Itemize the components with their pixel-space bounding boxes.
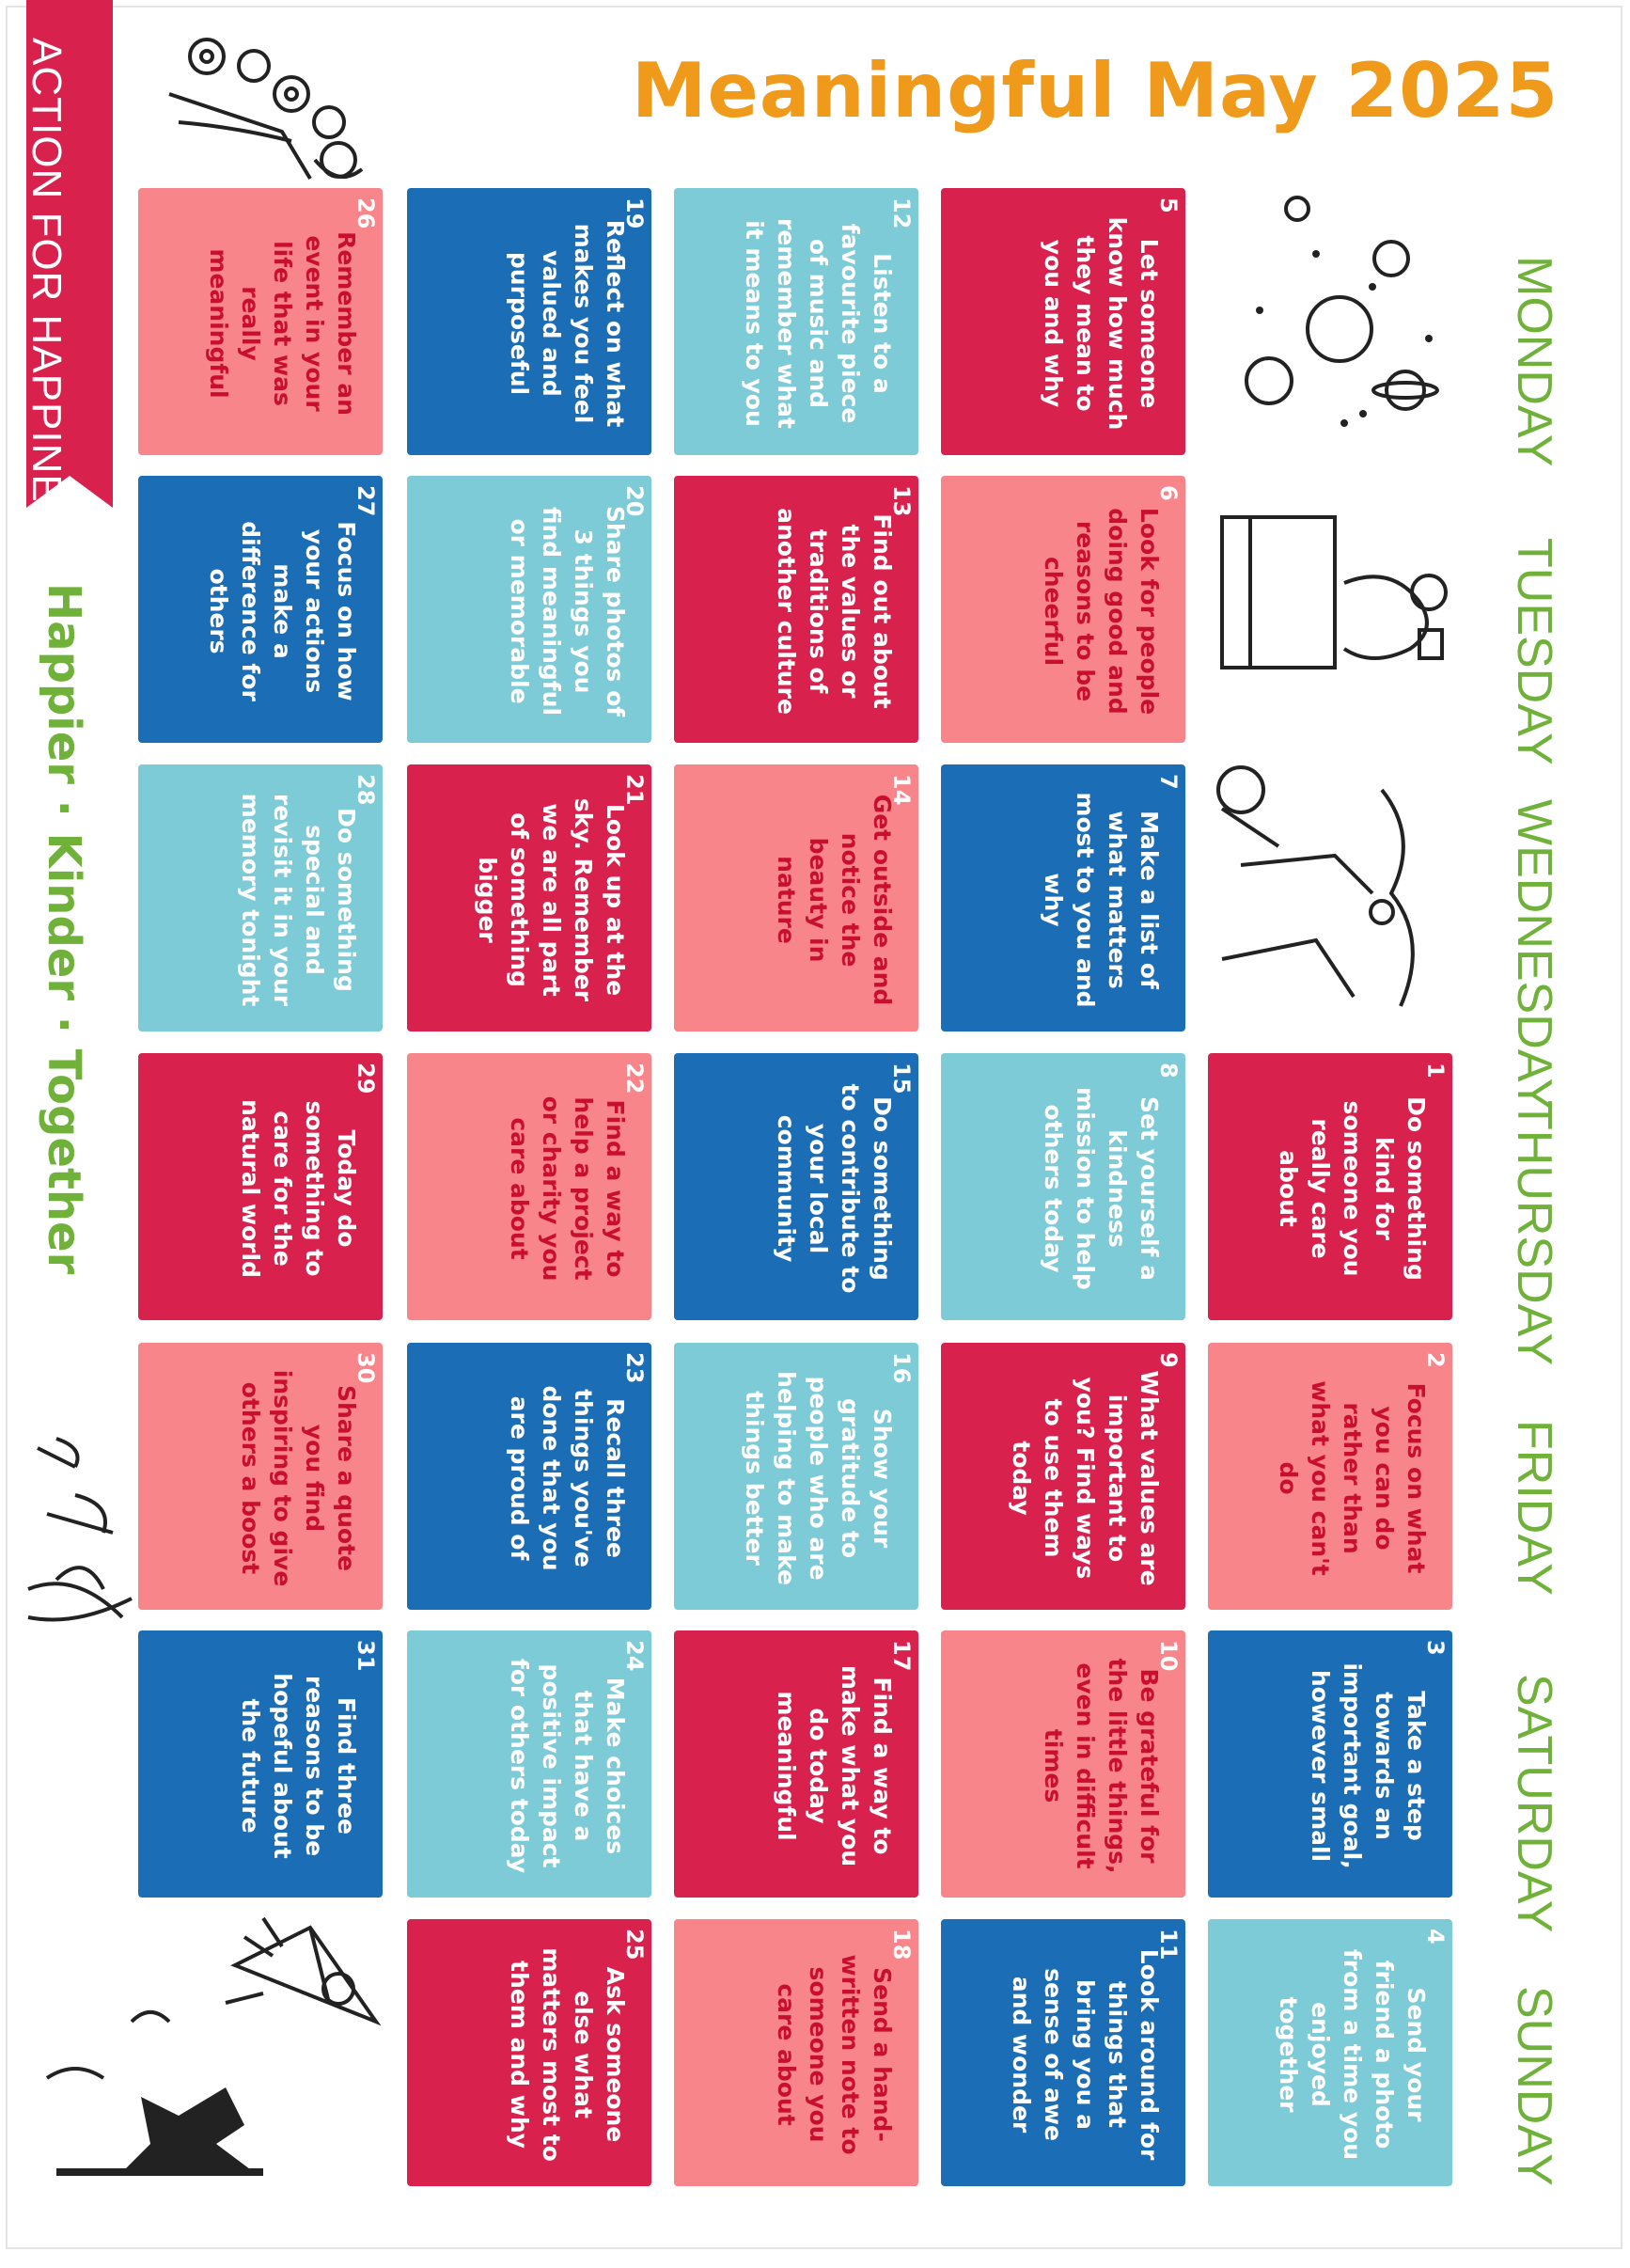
day-tile [407, 1343, 651, 1610]
day-activity-text: Show your gratitude to people who are helping to make things better [741, 1371, 896, 1585]
day-number: 20 [621, 485, 648, 517]
day-number: 2 [1422, 1352, 1449, 1368]
day-number: 5 [1155, 197, 1182, 213]
day-tile [407, 476, 651, 743]
day-tile [138, 1630, 383, 1898]
day-number: 4 [1422, 1929, 1449, 1945]
day-label-friday: FRIDAY [1507, 1420, 1561, 1596]
day-activity-text: Do something kind for someone you really care about [1275, 1096, 1430, 1281]
day-activity-text: Reflect on what makes you feel valued and purposeful [506, 219, 629, 428]
day-number: 1 [1422, 1063, 1449, 1079]
flowers-bouquet-icon [150, 19, 376, 197]
day-tile [941, 764, 1185, 1032]
day-activity-text: Make choices that have a positive impact for others today [506, 1658, 629, 1874]
day-number: 22 [621, 1063, 648, 1095]
day-number: 3 [1422, 1640, 1449, 1656]
piano-player-icon [1213, 489, 1466, 715]
day-activity-text: Find out about the values or traditions of another culture [773, 508, 896, 715]
day-activity-text: Focus on what you can do rather than what you can't do [1275, 1380, 1430, 1576]
day-activity-text: Send your friend a photo from a time you enjoyed together [1275, 1948, 1430, 2161]
day-tile [407, 1919, 651, 2186]
day-label-monday: MONDAY [1507, 256, 1561, 467]
day-tile [674, 1630, 918, 1898]
day-activity-text: Today do something to care for the natural world [237, 1099, 360, 1278]
day-activity-text: Find a way to help a project or charity you care about [506, 1095, 629, 1282]
day-number: 29 [353, 1063, 379, 1095]
day-activity-text: What values are important to you? Find ways to use them today [1008, 1370, 1163, 1586]
day-tile [407, 1630, 651, 1898]
day-tile [941, 1630, 1185, 1898]
day-tile [1208, 1343, 1452, 1610]
day-tile [138, 764, 383, 1032]
day-number: 21 [621, 774, 648, 806]
day-number: 12 [888, 197, 915, 229]
day-number: 10 [1155, 1640, 1182, 1672]
day-activity-text: Look around for things that bring you a sense of awe and wonder [1008, 1948, 1163, 2161]
day-activity-text: Ask someone else what matters most to them and why [506, 1947, 629, 2162]
day-number: 13 [888, 485, 915, 517]
day-tile [674, 1919, 918, 2186]
day-number: 27 [353, 485, 379, 517]
day-activity-text: Set yourself a kindness mission to help others today [1040, 1087, 1163, 1290]
day-tile [1208, 1919, 1452, 2186]
tagline: Happier · Kinder · Together [38, 583, 90, 1275]
day-activity-text: Send a hand-written note to someone you care about [773, 1954, 896, 2155]
day-activity-text: Share photos of 3 things you find meaningful or memorable [506, 505, 629, 717]
day-number: 26 [353, 197, 379, 229]
day-tile [941, 1343, 1185, 1610]
day-number: 19 [621, 197, 648, 229]
day-activity-text: Look for people doing good and reasons to be cheerful [1040, 507, 1163, 716]
day-tile [674, 1343, 918, 1610]
day-number: 18 [888, 1929, 915, 1961]
day-number: 8 [1155, 1063, 1182, 1079]
day-tile [674, 188, 918, 455]
day-number: 15 [888, 1063, 915, 1095]
day-label-wednesday: WEDNESDAY [1507, 799, 1561, 1111]
day-label-thursday: THURSDAY [1507, 1100, 1561, 1366]
day-tile [138, 188, 383, 455]
day-tile [1208, 1053, 1452, 1320]
day-label-tuesday: TUESDAY [1507, 538, 1561, 765]
day-activity-text: Do something special and revisit it in your memory tonight [237, 793, 360, 1007]
day-activity-text: Get outside and notice the beauty in nature [773, 794, 896, 1006]
day-activity-text: Take a step towards an important goal, however small [1307, 1662, 1430, 1869]
day-activity-text: Remember an event in your life that was really meaningful [205, 231, 360, 416]
day-activity-text: Find a way to make what you do today meaningful [773, 1664, 896, 1867]
day-activity-text: Let someone know how much they mean to you and why [1040, 216, 1163, 431]
day-tile [674, 1053, 918, 1320]
day-number: 16 [888, 1352, 915, 1384]
day-number: 31 [353, 1640, 379, 1672]
day-number: 6 [1155, 485, 1182, 501]
day-label-sunday: SUNDAY [1507, 1986, 1561, 2186]
day-number: 24 [621, 1640, 648, 1672]
day-number: 11 [1155, 1929, 1182, 1961]
day-number: 25 [621, 1929, 648, 1961]
day-tile [407, 764, 651, 1032]
tree-sunrise-icon [38, 1984, 273, 2191]
day-tile [138, 476, 383, 743]
day-number: 9 [1155, 1352, 1182, 1368]
day-activity-text: Make a list of what matters most to you and why [1040, 792, 1163, 1008]
day-activity-text: Look up at the sky. Remember we are all part of something bigger [474, 797, 629, 1002]
day-activity-text: Recall three things you've done that you are proud of [506, 1385, 629, 1571]
day-activity-text: Focus on how your actions make a difference for others [205, 521, 360, 701]
day-tile [674, 476, 918, 743]
day-number: 7 [1155, 774, 1182, 790]
day-tile [941, 1053, 1185, 1320]
day-tile [138, 1343, 383, 1610]
planets-icon [1231, 188, 1448, 433]
day-number: 30 [353, 1352, 379, 1384]
day-number: 14 [888, 774, 915, 806]
day-tile [407, 188, 651, 455]
day-number: 17 [888, 1640, 915, 1672]
page-title: Meaningful May 2025 [631, 47, 1559, 134]
day-number: 28 [353, 774, 379, 806]
plants-icon [19, 1429, 141, 1646]
day-activity-text: Share a quote you find inspiring to give others a boost [237, 1369, 360, 1587]
day-tile [941, 188, 1185, 455]
day-number: 23 [621, 1352, 648, 1384]
day-tile [941, 476, 1185, 743]
day-tile [1208, 1630, 1452, 1898]
music-players-icon [1203, 752, 1448, 1034]
day-tile [407, 1053, 651, 1320]
day-tile [941, 1919, 1185, 2186]
day-activity-text: Listen to a favourite piece of music and remember what it means to you [741, 218, 896, 429]
day-tile [674, 764, 918, 1032]
day-activity-text: Be grateful for the little things, even in difficult times [1040, 1658, 1163, 1874]
day-label-saturday: SATURDAY [1507, 1674, 1561, 1933]
banner-text: ACTION FOR HAPPINESS [24, 38, 70, 560]
day-activity-text: Do something to contribute to your local community [773, 1083, 896, 1294]
day-tile [138, 1053, 383, 1320]
day-activity-text: Find three reasons to be hopeful about the future [237, 1673, 360, 1859]
